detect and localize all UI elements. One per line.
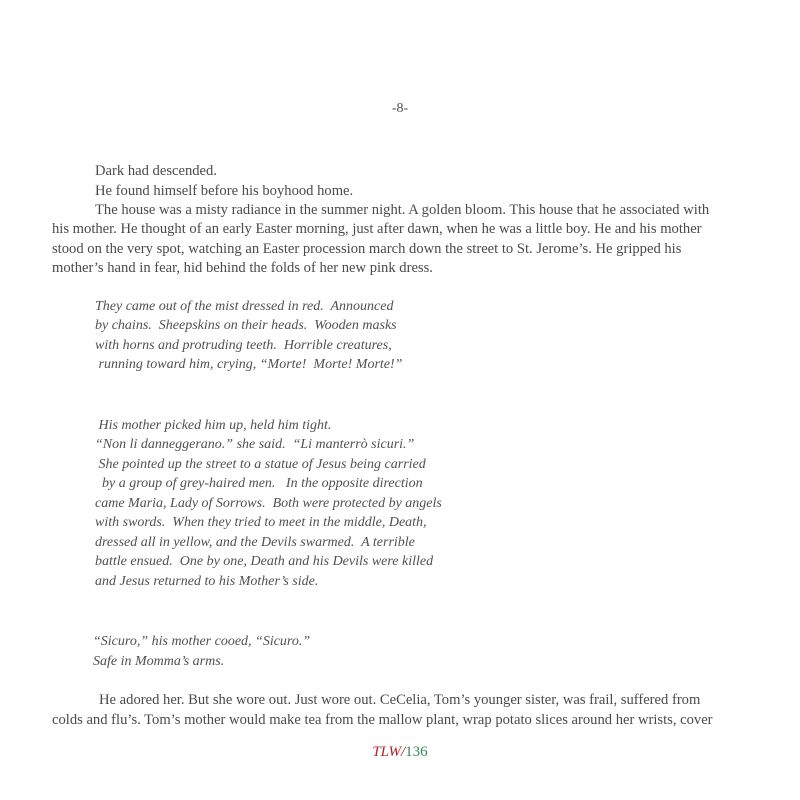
paragraph-line: colds and flu’s. Tom’s mother would make tea from the mallow plant, wrap potato slices around her wrists, cover [52, 712, 713, 728]
verse-line: battle ensued. One by one, Death and his Devils were killed [95, 554, 434, 569]
verse-line: “Non li danneggerano.” she said. “Li manterrò sicuri.” [95, 437, 415, 452]
paragraph-line: stood on the very spot, watching an Easter procession march down the street to St. Jerome’s. He gripped his [52, 241, 682, 257]
verse-line: They came out of the mist dressed in red. Announced [95, 299, 394, 314]
verse-line: Safe in Momma’s arms. [93, 654, 225, 669]
verse-line: dressed all in yellow, and the Devils swarmed. A terrible [95, 535, 415, 550]
paragraph-line: He found himself before his boyhood home. [95, 183, 354, 199]
verse-line: with horns and protruding teeth. Horrible creatures, [95, 338, 392, 353]
verse-line: She pointed up the street to a statue of Jesus being carried [95, 457, 426, 472]
page-footer [0, 744, 800, 761]
footer-code: TLW/ [372, 744, 406, 760]
paragraph-line: The house was a misty radiance in the summer night. A golden bloom. This house that he associated with [95, 202, 710, 218]
verse-line: running toward him, crying, “Morte! Morte! Morte!” [95, 357, 403, 372]
verse-line: with swords. When they tried to meet in the middle, Death, [95, 515, 427, 530]
paragraph-line: Dark had descended. [95, 163, 217, 179]
verse-line: by a group of grey-haired men. In the opposite direction [95, 476, 423, 491]
page-number: -8- [391, 101, 409, 116]
verse-line: His mother picked him up, held him tight. [95, 418, 332, 433]
verse-line: by chains. Sheepskins on their heads. Wooden masks [95, 318, 397, 333]
footer-page-number: 136 [405, 744, 428, 760]
paragraph-line: He adored her. But she wore out. Just wore out. CeCelia, Tom’s younger sister, was frail, suffered from [99, 692, 701, 708]
verse-line: came Maria, Lady of Sorrows. Both were protected by angels [95, 496, 442, 511]
verse-line: and Jesus returned to his Mother’s side. [95, 574, 319, 589]
paragraph-line: mother’s hand in fear, hid behind the folds of her new pink dress. [52, 260, 433, 276]
paragraph-line: his mother. He thought of an early Easter morning, just after dawn, when he was a little boy. He and his mother [52, 221, 702, 237]
verse-line: “Sicuro,” his mother cooed, “Sicuro.” [93, 634, 311, 649]
